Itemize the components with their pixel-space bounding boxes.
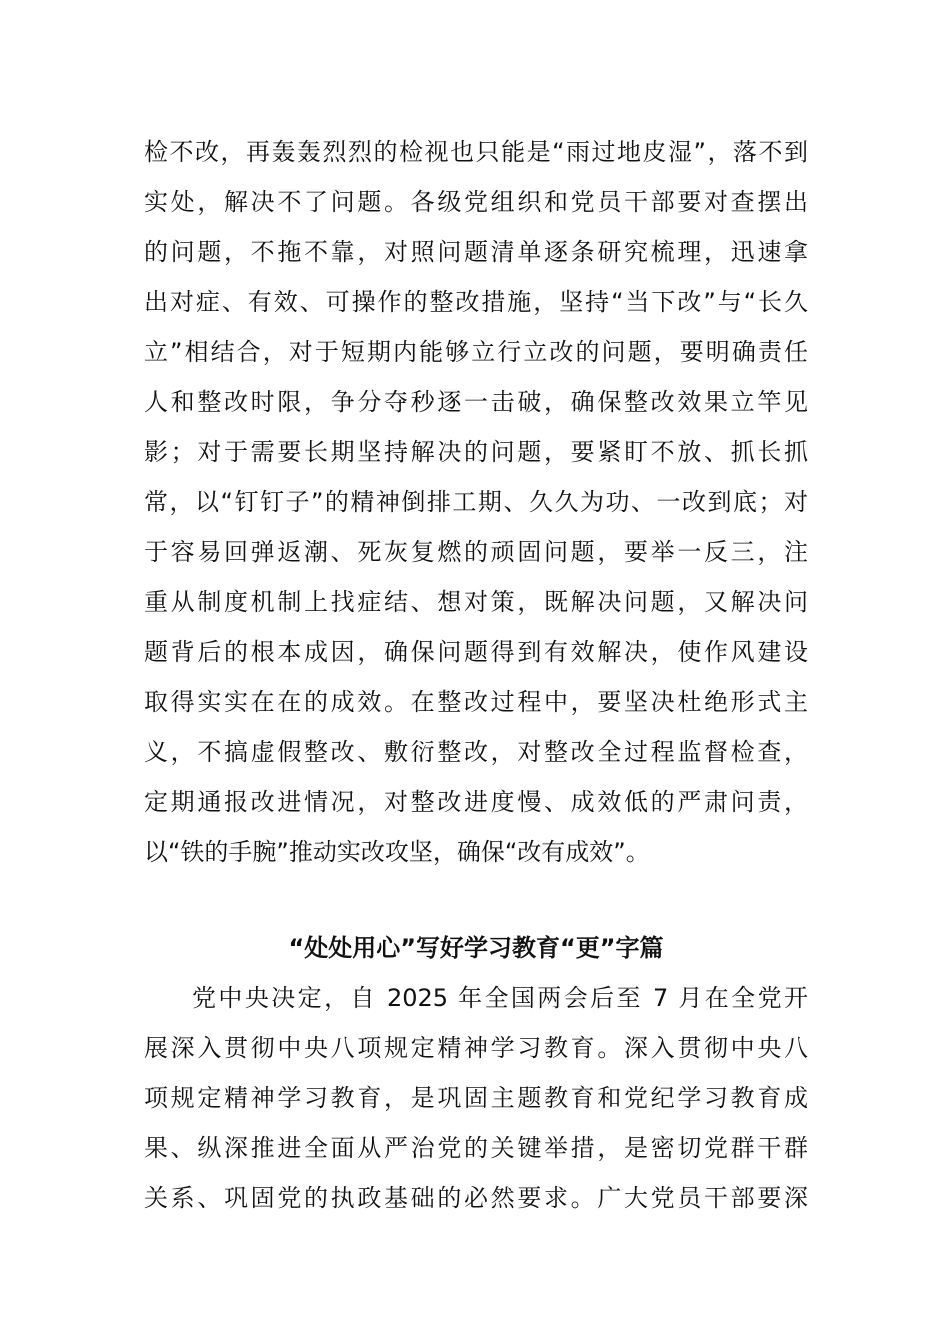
paragraph-line: 以“铁的手腕”推动实改攻坚，确保“改有成效”。 [144,838,650,866]
paragraph-line: 于容易回弹返潮、死灰复燃的顽固问题，要举一反三，注 [144,538,808,566]
paragraph-line: 果、纵深推进全面从严治党的关键举措，是密切党群干群 [144,1134,808,1162]
paragraph-line: 党中央决定，自 2025 年全国两会后至 7 月在全党开 [192,984,808,1012]
paragraph-line: 实处，解决不了问题。各级党组织和党员干部要对查摆出 [144,188,808,216]
paragraph-line: 义，不搞虚假整改、敷衍整改，对整改全过程监督检查， [144,738,808,766]
paragraph-line: 取得实实在在的成效。在整改过程中，要坚决杜绝形式主 [144,688,808,716]
paragraph-line: 重从制度机制上找症结、想对策，既解决问题，又解决问 [144,588,808,616]
paragraph-line: 的问题，不拖不靠，对照问题清单逐条研究梳理，迅速拿 [144,238,808,266]
paragraph-self-examination-rectification [144,127,808,877]
paragraph-line: 出对症、有效、可操作的整改措施，坚持“当下改”与“长久 [144,288,808,316]
paragraph-line: 常，以“钉钉子”的精神倒排工期、久久为功、一改到底；对 [144,488,808,516]
paragraph-line: 影；对于需要长期坚持解决的问题，要紧盯不放、抓长抓 [144,438,808,466]
paragraph-line: 立”相结合，对于短期内能够立行立改的问题，要明确责任 [144,338,808,366]
paragraph-line: 项规定精神学习教育，是巩固主题教育和党纪学习教育成 [144,1084,808,1112]
paragraph-line: 展深入贯彻中央八项规定精神学习教育。深入贯彻中央八 [144,1034,808,1062]
paragraph-study-education [144,973,808,1223]
paragraph-line: 定期通报改进情况，对整改进度慢、成效低的严肃问责， [144,788,808,816]
paragraph-line: 题背后的根本成因，确保问题得到有效解决，使作风建设 [144,638,808,666]
paragraph-line: 关系、巩固党的执政基础的必然要求。广大党员干部要深 [144,1184,808,1212]
paragraph-line: 人和整改时限，争分夺秒逐一击破，确保整改效果立竿见 [144,388,808,416]
paragraph-line: 检不改，再轰轰烈烈的检视也只能是“雨过地皮湿”，落不到 [144,138,808,166]
section-heading: “处处用心”写好学习教育“更”字篇 [288,934,664,962]
